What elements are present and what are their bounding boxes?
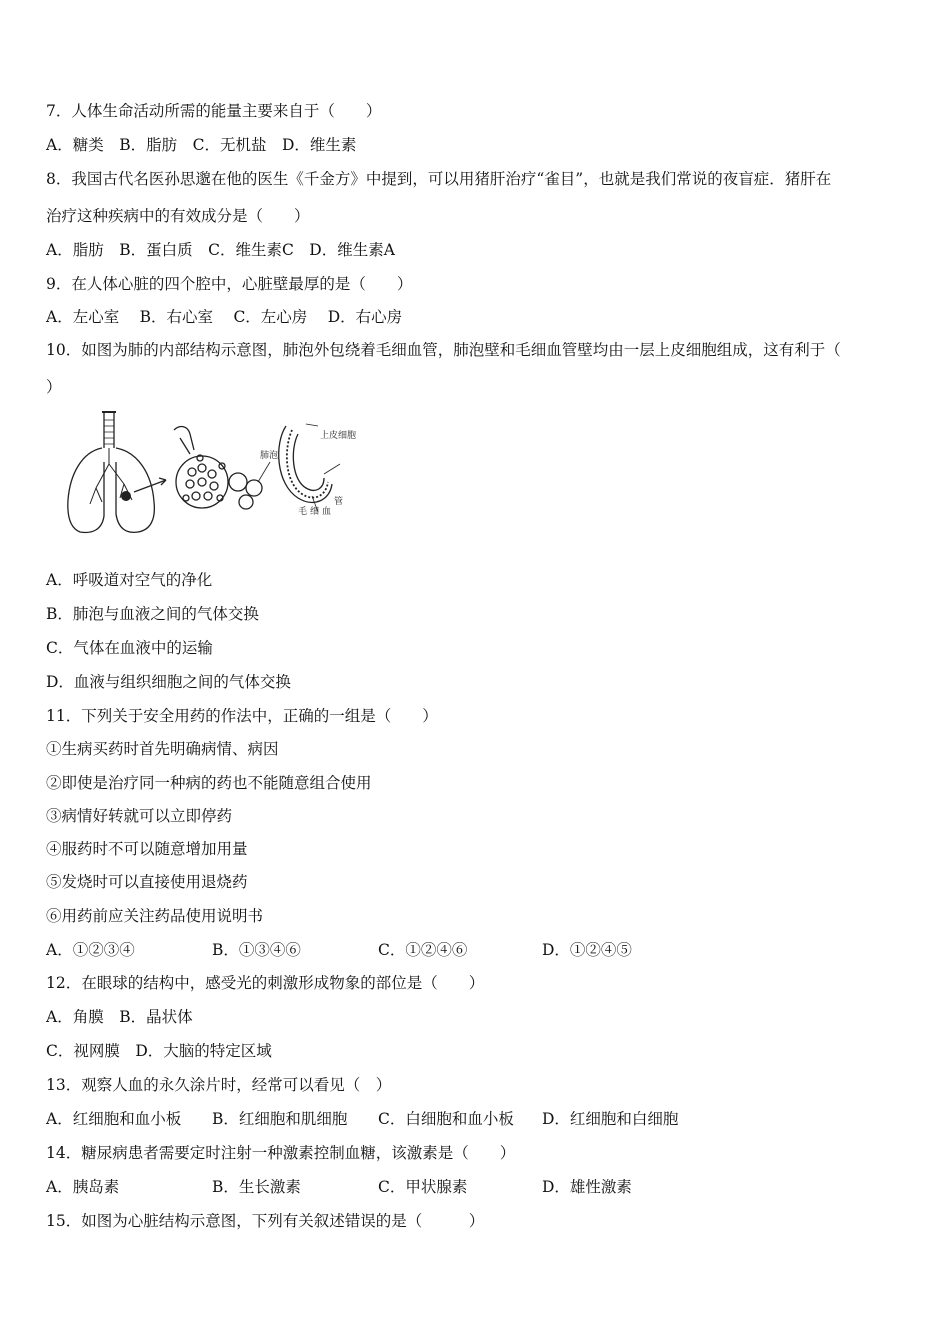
- q12-options-line1: A．角膜 B．晶状体: [46, 1008, 193, 1026]
- trachea-outline: [104, 412, 114, 448]
- q11-option-c: C．①②④⑥: [378, 941, 468, 959]
- lung-structure-diagram: [62, 404, 372, 540]
- q10-option-c: C．气体在血液中的运输: [46, 639, 213, 657]
- bronchiole-outline: [174, 427, 194, 450]
- q14-option-c: C．甲状腺素: [378, 1178, 468, 1196]
- alveolus-outline: [229, 473, 247, 491]
- q9-stem: 9．在人体心脏的四个腔中，心脏壁最厚的是（ ）: [46, 275, 413, 293]
- q14-stem: 14．糖尿病患者需要定时注射一种激素控制血糖，该激素是（ ）: [46, 1144, 516, 1162]
- label-capillary-1: 毛: [298, 507, 308, 517]
- q9-options: A．左心室 B．右心室 C．左心房 D．右心房: [46, 308, 403, 326]
- q8-options: A．脂肪 B．蛋白质 C．维生素C D．维生素A: [46, 241, 395, 259]
- q8-stem-line2: 治疗这种疾病中的有效成分是（ ）: [46, 207, 310, 225]
- left-lung-outline: [68, 448, 104, 532]
- q12-options-line2: C．视网膜 D．大脑的特定区域: [46, 1042, 272, 1060]
- q11-option-a: A．①②③④: [46, 941, 135, 959]
- q13-option-b: B．红细胞和肌细胞: [212, 1110, 348, 1128]
- q11-option-b: B．①③④⑥: [212, 941, 301, 959]
- q14-option-d: D．雄性激素: [542, 1178, 632, 1196]
- label-capillary-3: 血: [322, 507, 332, 517]
- q13-option-d: D．红细胞和白细胞: [542, 1110, 679, 1128]
- q14-option-a: A．胰岛素: [46, 1178, 120, 1196]
- q10-option-a: A．呼吸道对空气的净化: [46, 571, 213, 589]
- q11-item-4: ④服药时不可以随意增加用量: [46, 840, 248, 858]
- q14-option-b: B．生长激素: [212, 1178, 301, 1196]
- q13-stem: 13．观察人血的永久涂片时，经常可以看见（ ）: [46, 1076, 392, 1094]
- label-alveolus: 肺泡: [260, 451, 279, 461]
- q10-stem-line1: 10．如图为肺的内部结构示意图，肺泡外包绕着毛细血管，肺泡壁和毛细血管壁均由一层上皮细胞组成，这有利于（: [46, 341, 841, 359]
- q7-options: A．糖类 B．脂肪 C．无机盐 D．维生素: [46, 136, 357, 154]
- label-capillary-4: 管: [334, 497, 344, 507]
- alveolus-wall-inner: [293, 434, 324, 490]
- q11-item-2: ②即使是治疗同一种病的药也不能随意组合使用: [46, 774, 372, 792]
- q10-option-d: D．血液与组织细胞之间的气体交换: [46, 673, 291, 691]
- q11-item-1: ①生病买药时首先明确病情、病因: [46, 740, 279, 758]
- q13-option-a: A．红细胞和血小板: [46, 1110, 182, 1128]
- q10-stem-line2: ）: [46, 378, 62, 396]
- q10-option-b: B．肺泡与血液之间的气体交换: [46, 605, 259, 623]
- q11-item-6: ⑥用药前应关注药品使用说明书: [46, 907, 264, 925]
- q12-stem: 12．在眼球的结构中，感受光的刺激形成物象的部位是（ ）: [46, 974, 485, 992]
- q7-stem: 7．人体生命活动所需的能量主要来自于（ ）: [46, 102, 382, 120]
- q11-item-5: ⑤发烧时可以直接使用退烧药: [46, 873, 248, 891]
- q11-stem: 11．下列关于安全用药的作法中，正确的一组是（ ）: [46, 707, 438, 725]
- label-epithelial-cell: 上皮细胞: [320, 431, 357, 441]
- q13-option-c: C．白细胞和血小板: [378, 1110, 514, 1128]
- label-capillary-2: 细: [310, 507, 320, 517]
- q11-item-3: ③病情好转就可以立即停药: [46, 807, 233, 825]
- q11-option-d: D．①②④⑤: [542, 941, 632, 959]
- q8-stem-line1: 8．我国古代名医孙思邈在他的医生《千金方》中提到，可以用猪肝治疗“雀目”，也就是我们常说的夜盲症．猪肝在: [46, 170, 832, 188]
- lung-structure-figure: [62, 404, 372, 540]
- q15-stem: 15．如图为心脏结构示意图，下列有关叙述错误的是（ ）: [46, 1212, 485, 1230]
